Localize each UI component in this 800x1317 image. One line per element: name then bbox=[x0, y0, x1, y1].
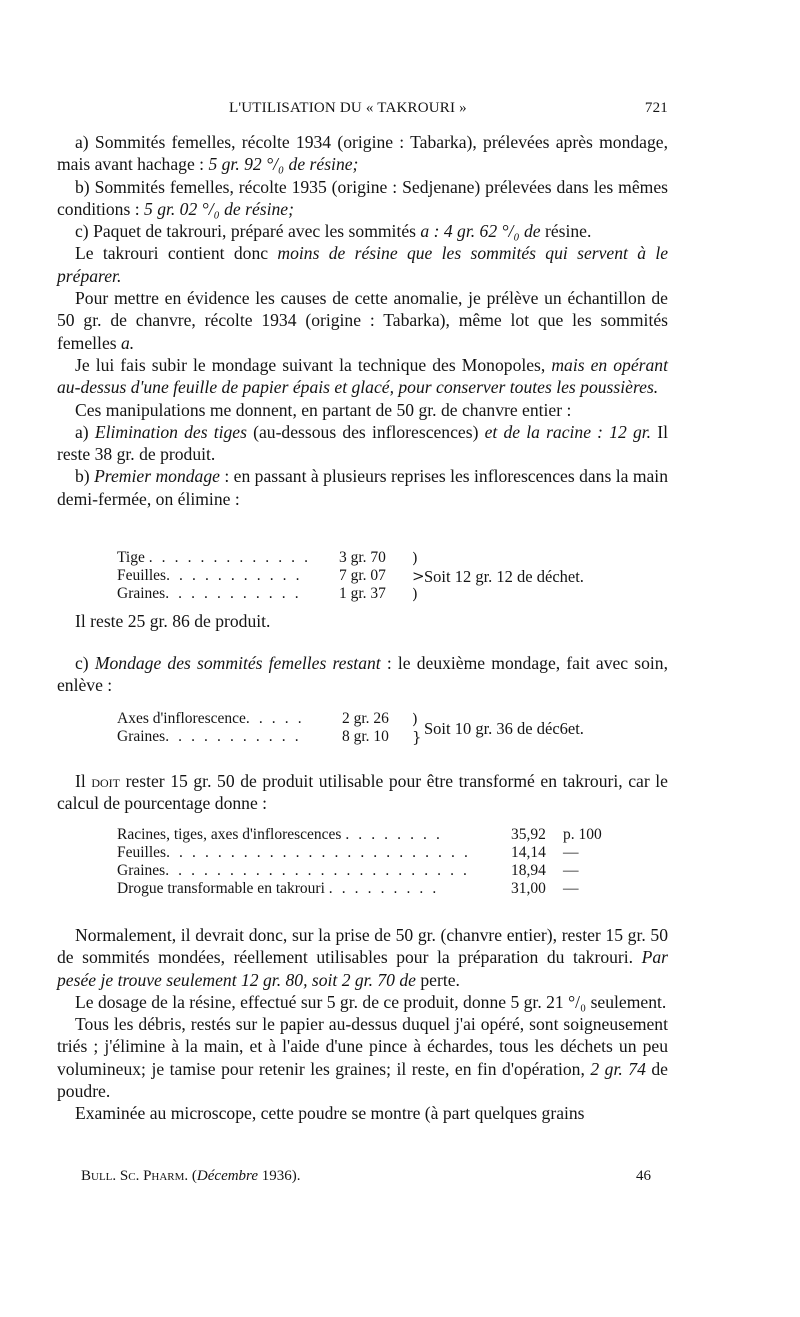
paragraph-manipulations: Ces manipulations me donnent, en partant de 50 gr. de chanvre entier : bbox=[75, 399, 572, 420]
table-row: Axes d'inflorescence. . . . . 2 gr. 26 bbox=[117, 710, 389, 727]
paragraph-elimination: a) Elimination des tiges (au-dessous des inflorescences) et de la racine : 12 gr. Il reste 38 gr. de produit. bbox=[57, 421, 668, 465]
paragraph-doit-rester: Il doit rester 15 gr. 50 de produit utilisable pour être transformé en takrouri, car le calcul de pourcentage donne : bbox=[57, 771, 668, 814]
footer-citation: Bull. Sc. Pharm. (Décembre 1936). bbox=[81, 1168, 301, 1184]
brace-group-2: ) } Soit 10 gr. 36 de déc6et. bbox=[412, 710, 584, 746]
table2-summary: Soit 10 gr. 36 de déc6et. bbox=[424, 719, 584, 738]
table-row: Graines. . . . . . . . . . . 8 gr. 10 bbox=[117, 728, 389, 745]
table-row: Feuilles. . . . . . . . . . . . . . . . . . . . . . . . 14,14 — bbox=[117, 844, 579, 861]
brace-group-1: ) > ) Soit 12 gr. 12 de déchet. bbox=[412, 549, 584, 603]
running-footer bbox=[81, 1168, 651, 1190]
paragraph-conclusion: Le takrouri contient donc moins de résine que les sommités qui servent à le préparer. bbox=[57, 243, 669, 286]
text-block-2 bbox=[57, 610, 668, 632]
page-number: 721 bbox=[644, 100, 668, 116]
paragraph-deuxieme-mondage: c) Mondage des sommités femelles restant : le deuxième mondage, fait avec soin, enlève : bbox=[57, 653, 668, 696]
text-block-3 bbox=[57, 652, 668, 697]
table-row: Graines. . . . . . . . . . . 1 gr. 37 bbox=[117, 585, 386, 602]
paragraph-premier-mondage: b) Premier mondage : en passant à plusieurs reprises les inflorescences dans la main demi-fermée, on élimine : bbox=[57, 466, 668, 509]
table-row: Graines. . . . . . . . . . . . . . . . . . . . . . . . 18,94 — bbox=[117, 862, 579, 879]
table-row: Tige . . . . . . . . . . . . . 3 gr. 70 bbox=[117, 549, 386, 566]
table-dechet-2 bbox=[117, 710, 389, 746]
text-block-4 bbox=[57, 770, 668, 815]
paragraph-c: c) Paquet de takrouri, préparé avec les sommités a : 4 gr. 62 °/₀ de résine. bbox=[75, 221, 592, 242]
footer-signature-number: 46 bbox=[636, 1168, 651, 1184]
paragraph-debris: Tous les débris, restés sur le papier au-dessus duquel j'ai opéré, sont soigneusement triés ; j'élimine à la main, et à l'aide d'une pince à échardes, tous les déchets un peu volumineux; je tamise pour retenir les graines; il reste, en fin d'opération, 2 gr. 74 de poudre. bbox=[57, 1014, 668, 1102]
table-row: Drogue transformable en takrouri . . . . . . . . . 31,00 — bbox=[117, 880, 579, 897]
paragraph-dosage: Le dosage de la résine, effectué sur 5 gr. de ce produit, donne 5 gr. 21 °/₀ seulement. bbox=[75, 991, 667, 1012]
table1-summary: Soit 12 gr. 12 de déchet. bbox=[424, 567, 584, 586]
table-percentages bbox=[117, 826, 627, 898]
table-dechet-1 bbox=[117, 549, 386, 603]
table-row: Feuilles. . . . . . . . . . . 7 gr. 07 bbox=[117, 567, 386, 584]
text-block-1 bbox=[57, 131, 668, 510]
paragraph-normalement: Normalement, il devrait donc, sur la prise de 50 gr. (chanvre entier), rester 15 gr. 50 de sommités mondées, réellement utilisables pour la préparation du takrouri. Par pesée je trouve seulement 12 gr. 80, soit 2 gr. 70 de perte. bbox=[57, 925, 668, 990]
running-header bbox=[57, 100, 668, 122]
paragraph-reste: Il reste 25 gr. 86 de produit. bbox=[75, 611, 271, 631]
paragraph-mondage: Je lui fais subir le mondage suivant la technique des Monopoles, mais en opérant au-dessus d'une feuille de papier épais et glacé, pour conserver toutes les poussières. bbox=[57, 354, 668, 398]
paragraph-b: b) Sommités femelles, récolte 1935 (origine : Sedjenane) prélevées dans les mêmes conditions : 5 gr. 02 °/₀ de résine; bbox=[57, 176, 668, 219]
paragraph-sample: Pour mettre en évidence les causes de cette anomalie, je prélève un échantillon de 50 gr. de chanvre, récolte 1934 (origine : Tabarka), même lot que les sommités femelles a. bbox=[57, 288, 668, 353]
paragraph-microscope: Examinée au microscope, cette poudre se montre (à part quelques grains bbox=[75, 1103, 585, 1124]
paragraph-a: a) Sommités femelles, récolte 1934 (origine : Tabarka), prélevées après mondage, mais avant hachage : 5 gr. 92 °/₀ de résine; bbox=[57, 132, 668, 175]
text-block-5 bbox=[57, 924, 668, 1125]
header-title: L'UTILISATION DU « TAKROURI » bbox=[229, 100, 467, 116]
table-row: Racines, tiges, axes d'inflorescences . . . . . . . . 35,92 p. 100 bbox=[117, 826, 602, 843]
